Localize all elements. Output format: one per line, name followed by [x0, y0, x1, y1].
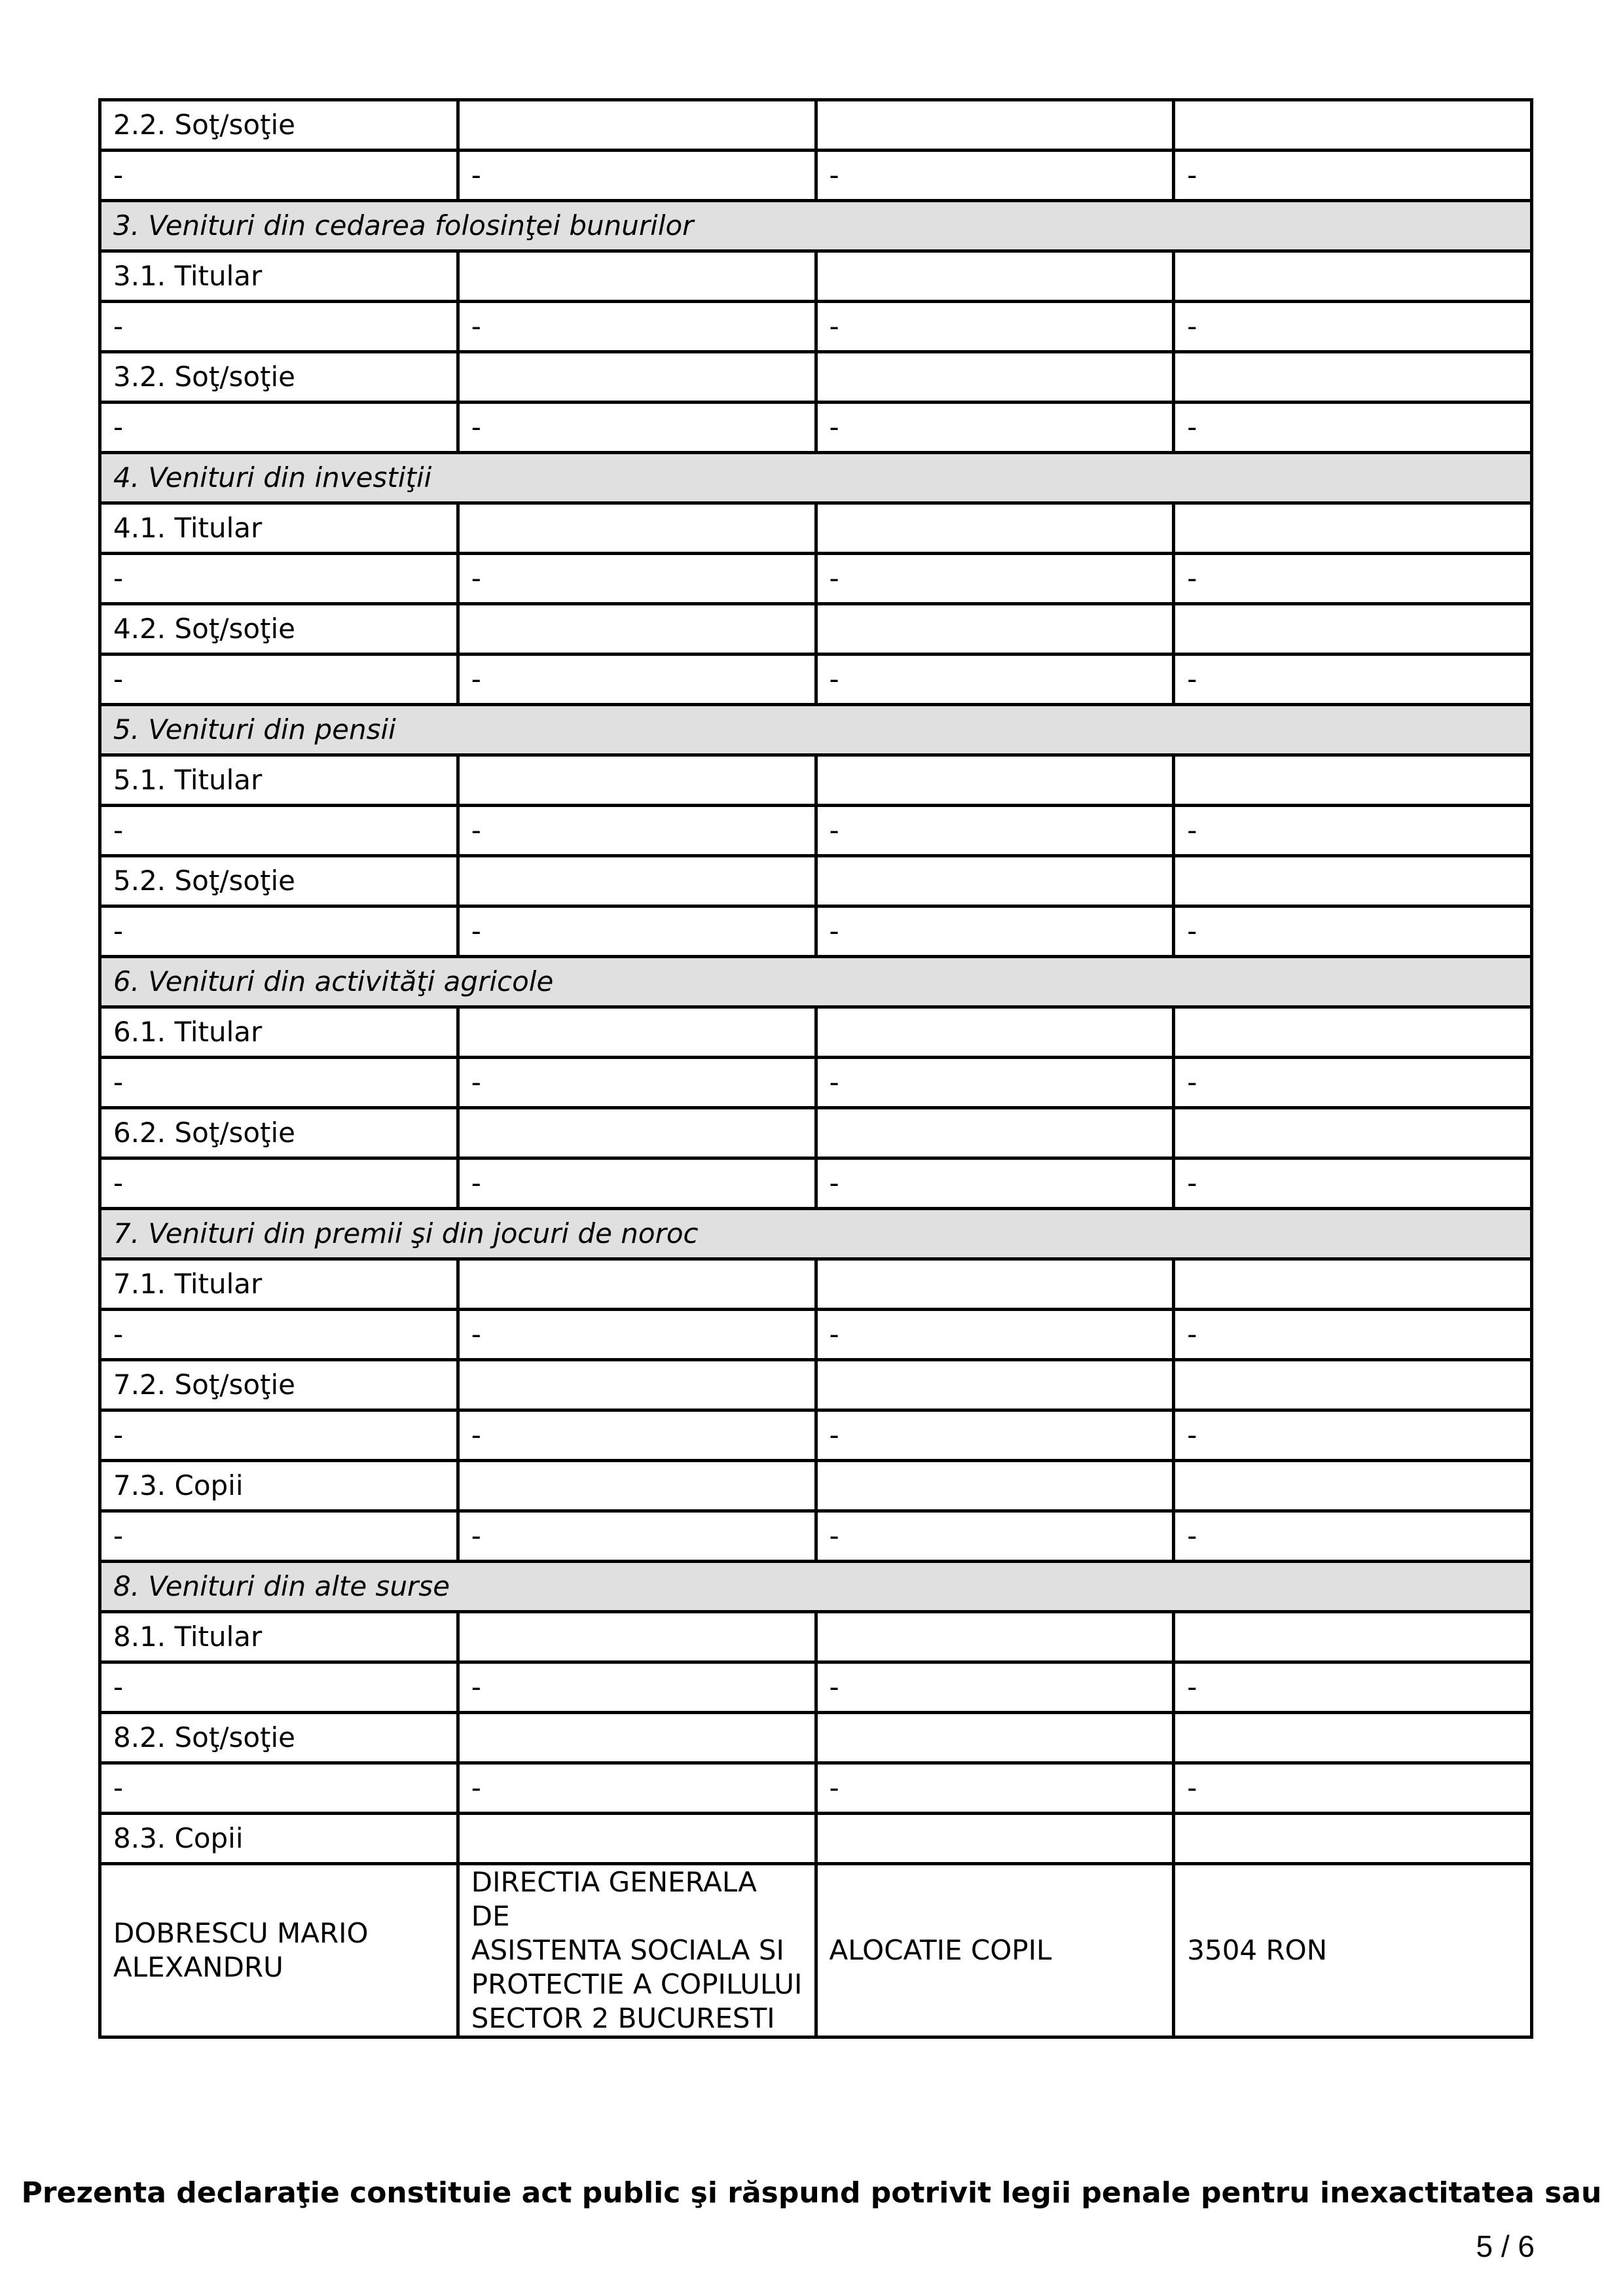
subsection-label: 8.3. Copii — [100, 1814, 458, 1864]
empty-cell — [458, 856, 816, 906]
dash-cell: - — [816, 151, 1174, 201]
empty-cell — [816, 1108, 1174, 1158]
subsection-label: 3.1. Titular — [100, 251, 458, 302]
dash-cell: - — [816, 1310, 1174, 1360]
dash-cell: - — [1174, 1058, 1532, 1108]
beneficiary-cell — [100, 1864, 458, 2037]
dash-cell: - — [816, 906, 1174, 957]
empty-cell — [816, 1814, 1174, 1864]
dash-cell: - — [458, 554, 816, 604]
empty-entry-row — [100, 1511, 1532, 1562]
dash-cell: - — [816, 1158, 1174, 1209]
dash-cell: - — [458, 1763, 816, 1814]
empty-entry-row — [100, 1058, 1532, 1108]
dash-cell: - — [458, 1410, 816, 1461]
empty-cell — [1174, 100, 1532, 151]
section-header-row — [100, 1209, 1532, 1259]
dash-cell: - — [100, 1511, 458, 1562]
cell-line: DOBRESCU MARIO — [113, 1917, 369, 1949]
declaration-statement: Prezenta declaraţie constituie act public şi răspund potrivit legii penale pentru inexactitatea sau — [21, 2176, 1602, 2210]
empty-cell — [458, 100, 816, 151]
dash-cell: - — [100, 1662, 458, 1713]
empty-cell — [1174, 604, 1532, 655]
dash-cell: - — [816, 1410, 1174, 1461]
empty-cell — [816, 251, 1174, 302]
dash-cell: - — [1174, 1763, 1532, 1814]
empty-cell — [458, 503, 816, 554]
empty-cell — [1174, 1814, 1532, 1864]
empty-cell — [1174, 352, 1532, 403]
cell-line: PROTECTIE A COPILULUI — [471, 1968, 803, 2000]
subsection-label: 6.1. Titular — [100, 1007, 458, 1058]
empty-cell — [816, 503, 1174, 554]
dash-cell: - — [816, 1662, 1174, 1713]
empty-cell — [1174, 1360, 1532, 1410]
subsection-row — [100, 755, 1532, 806]
empty-entry-row — [100, 1763, 1532, 1814]
empty-cell — [1174, 1259, 1532, 1310]
income-entry-row — [100, 1864, 1532, 2037]
subsection-row — [100, 1713, 1532, 1763]
subsection-row — [100, 604, 1532, 655]
empty-cell — [458, 1360, 816, 1410]
empty-cell — [458, 1259, 816, 1310]
subsection-label: 7.3. Copii — [100, 1461, 458, 1511]
section-header-row — [100, 705, 1532, 755]
dash-cell: - — [1174, 806, 1532, 856]
empty-cell — [816, 1259, 1174, 1310]
subsection-label: 8.2. Soţ/soţie — [100, 1713, 458, 1763]
empty-cell — [458, 352, 816, 403]
dash-cell: - — [1174, 1511, 1532, 1562]
income-table-body — [100, 100, 1532, 2037]
empty-cell — [816, 856, 1174, 906]
subsection-row — [100, 1259, 1532, 1310]
dash-cell: - — [1174, 151, 1532, 201]
empty-entry-row — [100, 655, 1532, 705]
empty-cell — [816, 755, 1174, 806]
subsection-label: 3.2. Soţ/soţie — [100, 352, 458, 403]
empty-cell — [458, 755, 816, 806]
dash-cell: - — [100, 403, 458, 453]
empty-cell — [1174, 251, 1532, 302]
subsection-row — [100, 503, 1532, 554]
dash-cell: - — [100, 1763, 458, 1814]
dash-cell: - — [458, 1511, 816, 1562]
cell-line: SECTOR 2 BUCURESTI — [471, 2002, 775, 2034]
dash-cell: - — [1174, 1662, 1532, 1713]
section-header-row — [100, 1562, 1532, 1612]
dash-cell: - — [1174, 655, 1532, 705]
empty-cell — [816, 1360, 1174, 1410]
subsection-row — [100, 100, 1532, 151]
empty-cell — [458, 1612, 816, 1662]
empty-entry-row — [100, 1662, 1532, 1713]
section-title: 3. Venituri din cedarea folosinţei bunurilor — [100, 201, 1532, 251]
dash-cell: - — [458, 806, 816, 856]
dash-cell: - — [458, 1310, 816, 1360]
subsection-row — [100, 251, 1532, 302]
empty-cell — [816, 100, 1174, 151]
amount-cell — [1174, 1864, 1532, 2037]
dash-cell: - — [458, 906, 816, 957]
empty-cell — [1174, 1007, 1532, 1058]
subsection-label: 7.1. Titular — [100, 1259, 458, 1310]
dash-cell: - — [816, 302, 1174, 352]
empty-cell — [458, 251, 816, 302]
subsection-label: 4.2. Soţ/soţie — [100, 604, 458, 655]
dash-cell: - — [458, 1662, 816, 1713]
empty-cell — [1174, 1713, 1532, 1763]
dash-cell: - — [1174, 1158, 1532, 1209]
empty-cell — [816, 1713, 1174, 1763]
subsection-row — [100, 352, 1532, 403]
dash-cell: - — [1174, 403, 1532, 453]
subsection-label: 2.2. Soţ/soţie — [100, 100, 458, 151]
subsection-label: 6.2. Soţ/soţie — [100, 1108, 458, 1158]
section-title: 7. Venituri din premii şi din jocuri de noroc — [100, 1209, 1532, 1259]
empty-entry-row — [100, 151, 1532, 201]
dash-cell: - — [816, 1511, 1174, 1562]
dash-cell: - — [1174, 1410, 1532, 1461]
subsection-row — [100, 1461, 1532, 1511]
dash-cell: - — [816, 1058, 1174, 1108]
empty-cell — [1174, 856, 1532, 906]
subsection-label: 5.1. Titular — [100, 755, 458, 806]
dash-cell: - — [100, 1058, 458, 1108]
income-source-cell — [458, 1864, 816, 2037]
subsection-row — [100, 1108, 1532, 1158]
empty-cell — [816, 1461, 1174, 1511]
section-header-row — [100, 201, 1532, 251]
empty-entry-row — [100, 1410, 1532, 1461]
empty-cell — [816, 1612, 1174, 1662]
empty-cell — [1174, 1612, 1532, 1662]
empty-cell — [1174, 503, 1532, 554]
cell-line: ALOCATIE COPIL — [829, 1934, 1052, 1966]
dash-cell: - — [458, 403, 816, 453]
dash-cell: - — [1174, 554, 1532, 604]
dash-cell: - — [100, 151, 458, 201]
empty-cell — [458, 1108, 816, 1158]
cell-line: ASISTENTA SOCIALA SI — [471, 1934, 784, 1966]
empty-entry-row — [100, 554, 1532, 604]
dash-cell: - — [100, 1410, 458, 1461]
empty-cell — [816, 1007, 1174, 1058]
dash-cell: - — [100, 906, 458, 957]
dash-cell: - — [1174, 906, 1532, 957]
dash-cell: - — [816, 554, 1174, 604]
dash-cell: - — [816, 655, 1174, 705]
empty-cell — [458, 1814, 816, 1864]
dash-cell: - — [100, 1310, 458, 1360]
empty-cell — [458, 1713, 816, 1763]
empty-entry-row — [100, 403, 1532, 453]
dash-cell: - — [100, 554, 458, 604]
subsection-row — [100, 1612, 1532, 1662]
dash-cell: - — [100, 302, 458, 352]
dash-cell: - — [458, 655, 816, 705]
subsection-row — [100, 1814, 1532, 1864]
service-cell — [816, 1864, 1174, 2037]
dash-cell: - — [816, 806, 1174, 856]
subsection-label: 7.2. Soţ/soţie — [100, 1360, 458, 1410]
empty-entry-row — [100, 1158, 1532, 1209]
empty-cell — [1174, 1108, 1532, 1158]
dash-cell: - — [1174, 302, 1532, 352]
section-title: 4. Venituri din investiţii — [100, 453, 1532, 503]
subsection-row — [100, 1360, 1532, 1410]
dash-cell: - — [100, 655, 458, 705]
section-title: 5. Venituri din pensii — [100, 705, 1532, 755]
income-table — [98, 98, 1533, 2039]
empty-cell — [458, 604, 816, 655]
dash-cell: - — [458, 302, 816, 352]
cell-line: DIRECTIA GENERALA DE — [471, 1866, 757, 1932]
empty-cell — [458, 1461, 816, 1511]
dash-cell: - — [458, 1158, 816, 1209]
page-number: 5 / 6 — [1476, 2229, 1535, 2263]
empty-entry-row — [100, 806, 1532, 856]
section-header-row — [100, 453, 1532, 503]
subsection-row — [100, 856, 1532, 906]
dash-cell: - — [100, 806, 458, 856]
dash-cell: - — [816, 403, 1174, 453]
dash-cell: - — [458, 1058, 816, 1108]
empty-cell — [816, 604, 1174, 655]
subsection-label: 5.2. Soţ/soţie — [100, 856, 458, 906]
subsection-label: 4.1. Titular — [100, 503, 458, 554]
empty-cell — [458, 1007, 816, 1058]
empty-cell — [816, 352, 1174, 403]
subsection-label: 8.1. Titular — [100, 1612, 458, 1662]
empty-cell — [1174, 1461, 1532, 1511]
dash-cell: - — [458, 151, 816, 201]
empty-entry-row — [100, 302, 1532, 352]
section-title: 6. Venituri din activităţi agricole — [100, 957, 1532, 1007]
empty-entry-row — [100, 1310, 1532, 1360]
dash-cell: - — [816, 1763, 1174, 1814]
empty-entry-row — [100, 906, 1532, 957]
dash-cell: - — [1174, 1310, 1532, 1360]
subsection-row — [100, 1007, 1532, 1058]
section-title: 8. Venituri din alte surse — [100, 1562, 1532, 1612]
cell-line: 3504 RON — [1187, 1934, 1328, 1966]
empty-cell — [1174, 755, 1532, 806]
cell-line: ALEXANDRU — [113, 1951, 283, 1983]
section-header-row — [100, 957, 1532, 1007]
dash-cell: - — [100, 1158, 458, 1209]
